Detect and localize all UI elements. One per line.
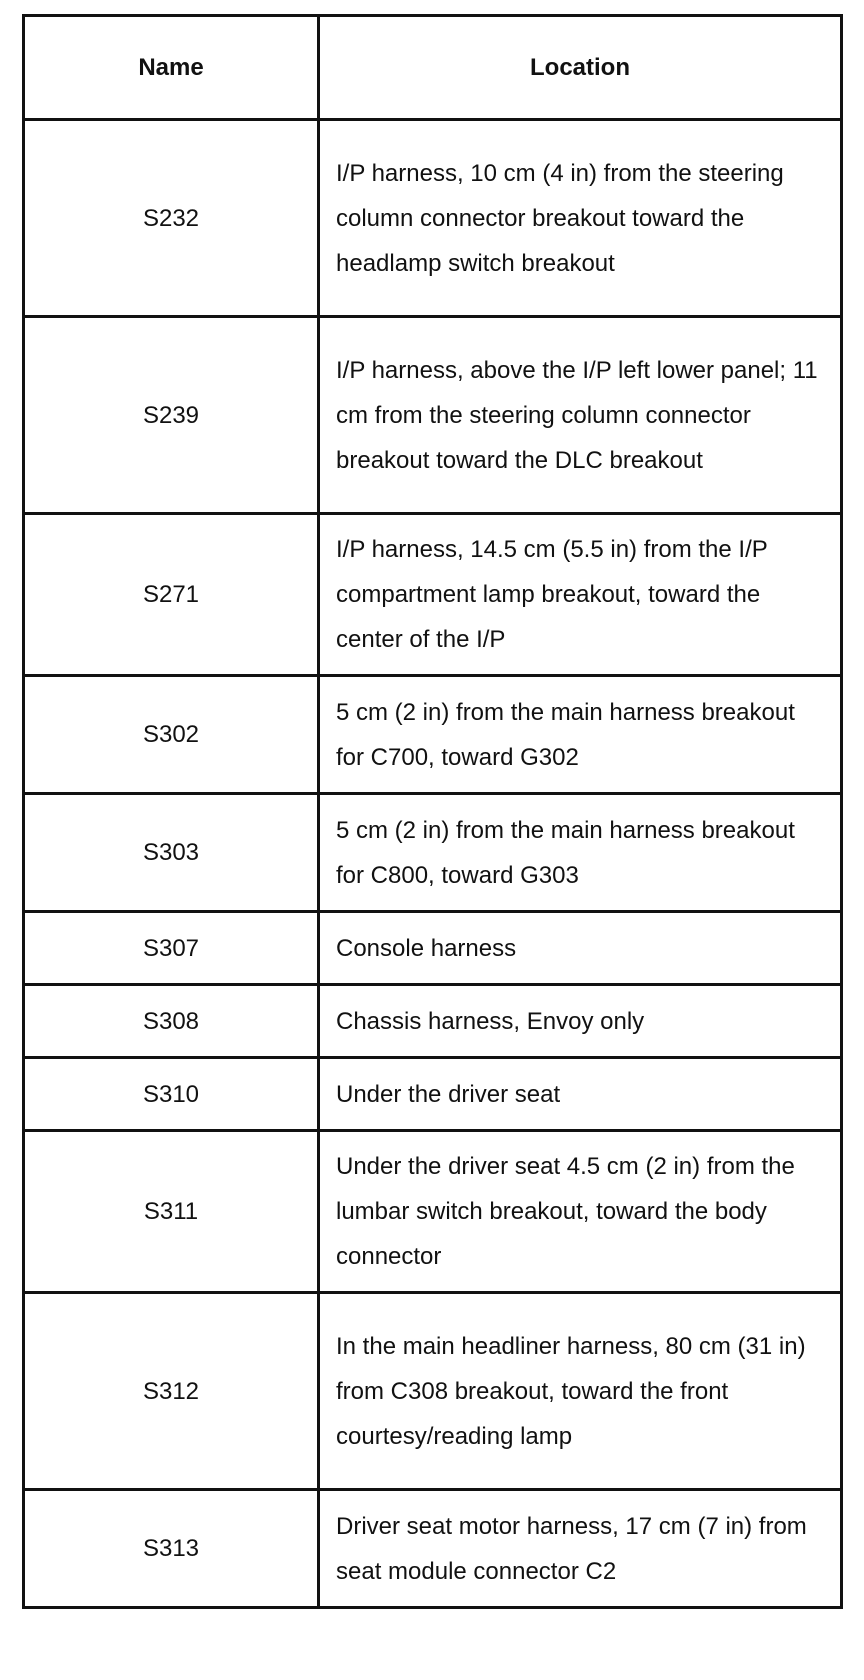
table-row bbox=[24, 912, 842, 985]
splice-name: S310 bbox=[24, 1058, 319, 1131]
splice-location: I/P harness, above the I/P left lower panel; 11 cm from the steering column connector breakout toward the DLC breakout bbox=[319, 317, 842, 514]
table-row bbox=[24, 1131, 842, 1293]
table-row bbox=[24, 794, 842, 912]
splice-location: Console harness bbox=[319, 912, 842, 985]
splice-name: S308 bbox=[24, 985, 319, 1058]
splice-location: Under the driver seat bbox=[319, 1058, 842, 1131]
splice-location: Driver seat motor harness, 17 cm (7 in) from seat module connector C2 bbox=[319, 1490, 842, 1608]
splice-location-table bbox=[22, 14, 843, 1609]
table-row bbox=[24, 985, 842, 1058]
location-column-header: Location bbox=[319, 16, 842, 120]
splice-location: 5 cm (2 in) from the main harness breakout for C800, toward G303 bbox=[319, 794, 842, 912]
splice-name: S313 bbox=[24, 1490, 319, 1608]
splice-name: S311 bbox=[24, 1131, 319, 1293]
splice-location: Under the driver seat 4.5 cm (2 in) from the lumbar switch breakout, toward the body connector bbox=[319, 1131, 842, 1293]
splice-location: I/P harness, 10 cm (4 in) from the steering column connector breakout toward the headlamp switch breakout bbox=[319, 120, 842, 317]
splice-location: In the main headliner harness, 80 cm (31 in) from C308 breakout, toward the front courtesy/reading lamp bbox=[319, 1293, 842, 1490]
splice-name: S312 bbox=[24, 1293, 319, 1490]
table-row bbox=[24, 120, 842, 317]
table-row bbox=[24, 676, 842, 794]
table-row bbox=[24, 317, 842, 514]
name-column-header: Name bbox=[24, 16, 319, 120]
splice-location: I/P harness, 14.5 cm (5.5 in) from the I/P compartment lamp breakout, toward the center of the I/P bbox=[319, 514, 842, 676]
splice-name: S271 bbox=[24, 514, 319, 676]
splice-location: Chassis harness, Envoy only bbox=[319, 985, 842, 1058]
splice-name: S303 bbox=[24, 794, 319, 912]
splice-name: S307 bbox=[24, 912, 319, 985]
splice-name: S232 bbox=[24, 120, 319, 317]
header-row bbox=[24, 16, 842, 120]
table-row bbox=[24, 1293, 842, 1490]
splice-location: 5 cm (2 in) from the main harness breakout for C700, toward G302 bbox=[319, 676, 842, 794]
table-row bbox=[24, 1058, 842, 1131]
splice-name: S302 bbox=[24, 676, 319, 794]
splice-name: S239 bbox=[24, 317, 319, 514]
table-row bbox=[24, 1490, 842, 1608]
table-row bbox=[24, 514, 842, 676]
